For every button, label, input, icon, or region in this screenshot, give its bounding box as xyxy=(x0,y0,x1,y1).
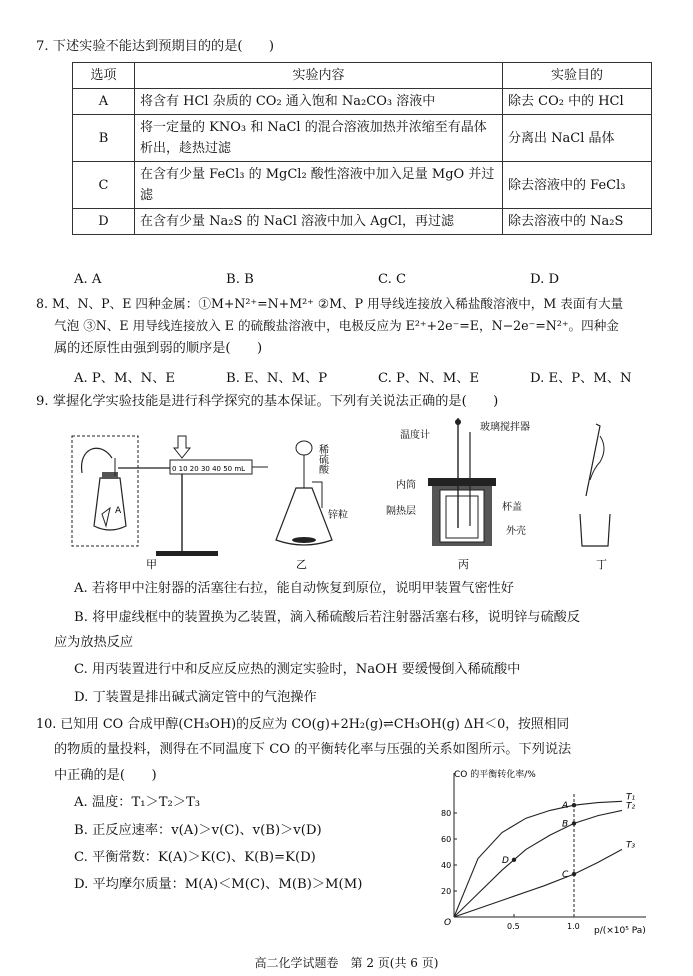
q9-option-b-line2: 应为放热反应 xyxy=(54,635,134,650)
label-zinc: 锌粒 xyxy=(328,510,348,521)
flask xyxy=(276,488,332,545)
table-header-row xyxy=(73,63,652,89)
q7-stem: 7. 下述实验不能达到预期目的的是( ) xyxy=(36,39,275,54)
chart-ylabel: CO 的平衡转化率/% xyxy=(454,770,536,780)
y-tick-label: 60 xyxy=(441,835,452,844)
q10-line2: 的物质的量投料，测得在不同温度下 CO 的平衡转化率与压强的关系如图所示。下列说法 xyxy=(54,742,572,757)
co-conversion-chart xyxy=(440,765,670,940)
x-tick-label: 1.0 xyxy=(567,922,580,931)
y-tick-label: 80 xyxy=(441,809,452,818)
label-insulation: 隔热层 xyxy=(386,506,416,517)
label-acid: 稀硫酸 xyxy=(316,444,328,474)
header-option: 选项 xyxy=(73,63,135,89)
q8-line1: 8. M、N、P、E 四种金属：①M+N²⁺=N+M²⁺ ②M、P 用导线连接放入稀盐酸溶液中，M 表面有大量 xyxy=(36,296,624,311)
q8-choice-b: B. E、N、M、P xyxy=(226,371,328,386)
q7-choice-a: A. A xyxy=(74,272,102,287)
row-option: B xyxy=(73,115,135,162)
q7-choice-c: C. C xyxy=(378,272,407,287)
data-point-label: A xyxy=(562,801,569,812)
chart-xlabel: p/(×10⁵ Pa) xyxy=(594,926,646,936)
page-footer: 高二化学试题卷 第 2 页(共 6 页) xyxy=(254,956,439,970)
lid xyxy=(428,478,496,486)
insulation-layer xyxy=(440,490,484,542)
q8-choice-a: A. P、M、N、E xyxy=(74,371,176,386)
burette-tip xyxy=(586,424,600,496)
row-content: 在含有少量 FeCl₃ 的 MgCl₂ 酸性溶液中加入足量 MgO 并过滤 xyxy=(135,162,503,209)
data-point xyxy=(572,872,576,876)
row-content: 将一定量的 KNO₃ 和 NaCl 的混合溶液加热并浓缩至有晶体析出，趁热过滤 xyxy=(135,115,503,162)
data-point-label: C xyxy=(562,870,569,881)
chart-axes xyxy=(441,773,646,931)
row-content: 将含有 HCl 杂质的 CO₂ 通入饱和 Na₂CO₃ 溶液中 xyxy=(135,89,503,115)
q9-option-b-line1: B. 将甲虚线框中的装置换为乙装置，滴入稀硫酸后若注射器活塞右移，说明锌与硫酸反 xyxy=(74,610,581,625)
q7-table xyxy=(72,62,652,235)
header-content: 实验内容 xyxy=(135,63,503,89)
label-shell: 外壳 xyxy=(506,526,526,537)
row-purpose: 除去溶液中的 Na₂S xyxy=(503,209,652,235)
series-label: T₂ xyxy=(626,801,636,812)
row-content: 在含有少量 Na₂S 的 NaCl 溶液中加入 AgCl，再过滤 xyxy=(135,209,503,235)
beaker xyxy=(580,514,610,546)
q9-stem: 9. 掌握化学实验技能是进行科学探究的基本保证。下列有关说法正确的是( ) xyxy=(36,394,499,409)
series-label: T₁ xyxy=(626,792,636,803)
series-label: T₃ xyxy=(626,840,636,851)
apparatus-ding xyxy=(580,424,610,570)
q10-option-a: A. 温度：T₁＞T₂＞T₃ xyxy=(74,795,201,810)
series-line xyxy=(454,810,622,917)
funnel-tube xyxy=(82,448,112,473)
data-point-label: B xyxy=(562,819,569,830)
chart-points xyxy=(502,801,576,880)
label-stirrer: 玻璃搅拌器 xyxy=(480,422,530,433)
chart-origin: O xyxy=(444,918,452,928)
caption-yi: 乙 xyxy=(296,558,307,570)
conical-flask xyxy=(94,478,126,530)
apparatus-jia xyxy=(72,436,268,570)
tube-in-flask xyxy=(102,508,110,526)
data-point xyxy=(572,803,576,807)
q9-option-a: A. 若将甲中注射器的活塞往右拉，能自动恢复到原位，说明甲装置气密性好 xyxy=(74,581,514,596)
stopper xyxy=(102,472,118,479)
caption-ding: 丁 xyxy=(596,558,607,570)
data-point-label: D xyxy=(502,855,509,866)
caption-bing: 丙 xyxy=(458,558,469,570)
table-row xyxy=(73,209,652,235)
row-purpose: 分离出 NaCl 晶体 xyxy=(503,115,652,162)
q7-choice-b: B. B xyxy=(226,272,254,287)
label-a: A xyxy=(115,506,122,516)
apparatus-yi xyxy=(276,441,348,570)
label-inner: 内筒 xyxy=(396,480,416,491)
thermometer-bulb-top xyxy=(455,419,461,425)
row-option: C xyxy=(73,162,135,209)
table-row xyxy=(73,89,652,115)
q8-line2: 气泡 ③N、E 用导线连接放入 E 的硫酸盐溶液中，电极反应为 E²⁺+2e⁻=E，N−2e⁻=N²⁺。四种金 xyxy=(54,318,619,333)
side-tube xyxy=(312,482,322,508)
x-tick-label: 0.5 xyxy=(507,922,520,931)
q10-line1: 10. 已知用 CO 合成甲醇(CH₃OH)的反应为 CO(g)+2H₂(g)⇌CH₃OH(g) ΔH＜0，按照相同 xyxy=(36,717,570,732)
q8-choice-d: D. E、P、M、N xyxy=(530,371,632,386)
y-tick-label: 40 xyxy=(441,861,452,870)
syringe-scale: 0 10 20 30 40 50 mL xyxy=(172,465,246,473)
y-tick-label: 20 xyxy=(441,887,452,896)
dropping-funnel xyxy=(296,441,312,455)
q10-option-c: C. 平衡常数：K(A)＞K(C)、K(B)=K(D) xyxy=(74,850,316,865)
row-option: A xyxy=(73,89,135,115)
q9-option-c: C. 用丙装置进行中和反应反应热的测定实验时，NaOH 要缓慢倒入稀硫酸中 xyxy=(74,662,521,677)
table-row xyxy=(73,162,652,209)
table-row xyxy=(73,115,652,162)
q8-choice-c: C. P、N、M、E xyxy=(378,371,480,386)
stand-base xyxy=(156,551,218,556)
q8-line3: 属的还原性由强到弱的顺序是( ) xyxy=(54,341,263,356)
caption-jia: 甲 xyxy=(146,558,157,570)
q7-choice-d: D. D xyxy=(530,272,560,287)
label-thermometer: 温度计 xyxy=(400,430,430,441)
row-option: D xyxy=(73,209,135,235)
series-line xyxy=(454,849,622,917)
row-purpose: 除去 CO₂ 中的 HCl xyxy=(503,89,652,115)
data-point xyxy=(512,858,516,862)
q9-apparatus-figure xyxy=(60,418,660,570)
zinc-granules xyxy=(292,537,316,543)
q9-option-d: D. 丁装置是排出碱式滴定管中的气泡操作 xyxy=(74,690,317,705)
data-point xyxy=(572,821,576,825)
q10-line3: 中正确的是( ) xyxy=(54,768,157,783)
q10-option-b: B. 正反应速率：v(A)＞v(C)、v(B)＞v(D) xyxy=(74,823,322,838)
label-lid: 杯盖 xyxy=(502,502,522,513)
series-line xyxy=(454,801,622,917)
clamp-arrow xyxy=(174,436,190,458)
row-purpose: 除去溶液中的 FeCl₃ xyxy=(503,162,652,209)
apparatus-bing xyxy=(386,418,530,570)
header-purpose: 实验目的 xyxy=(503,63,652,89)
q10-option-d: D. 平均摩尔质量：M(A)＜M(C)、M(B)＞M(M) xyxy=(74,877,363,892)
chart-series xyxy=(454,792,635,917)
